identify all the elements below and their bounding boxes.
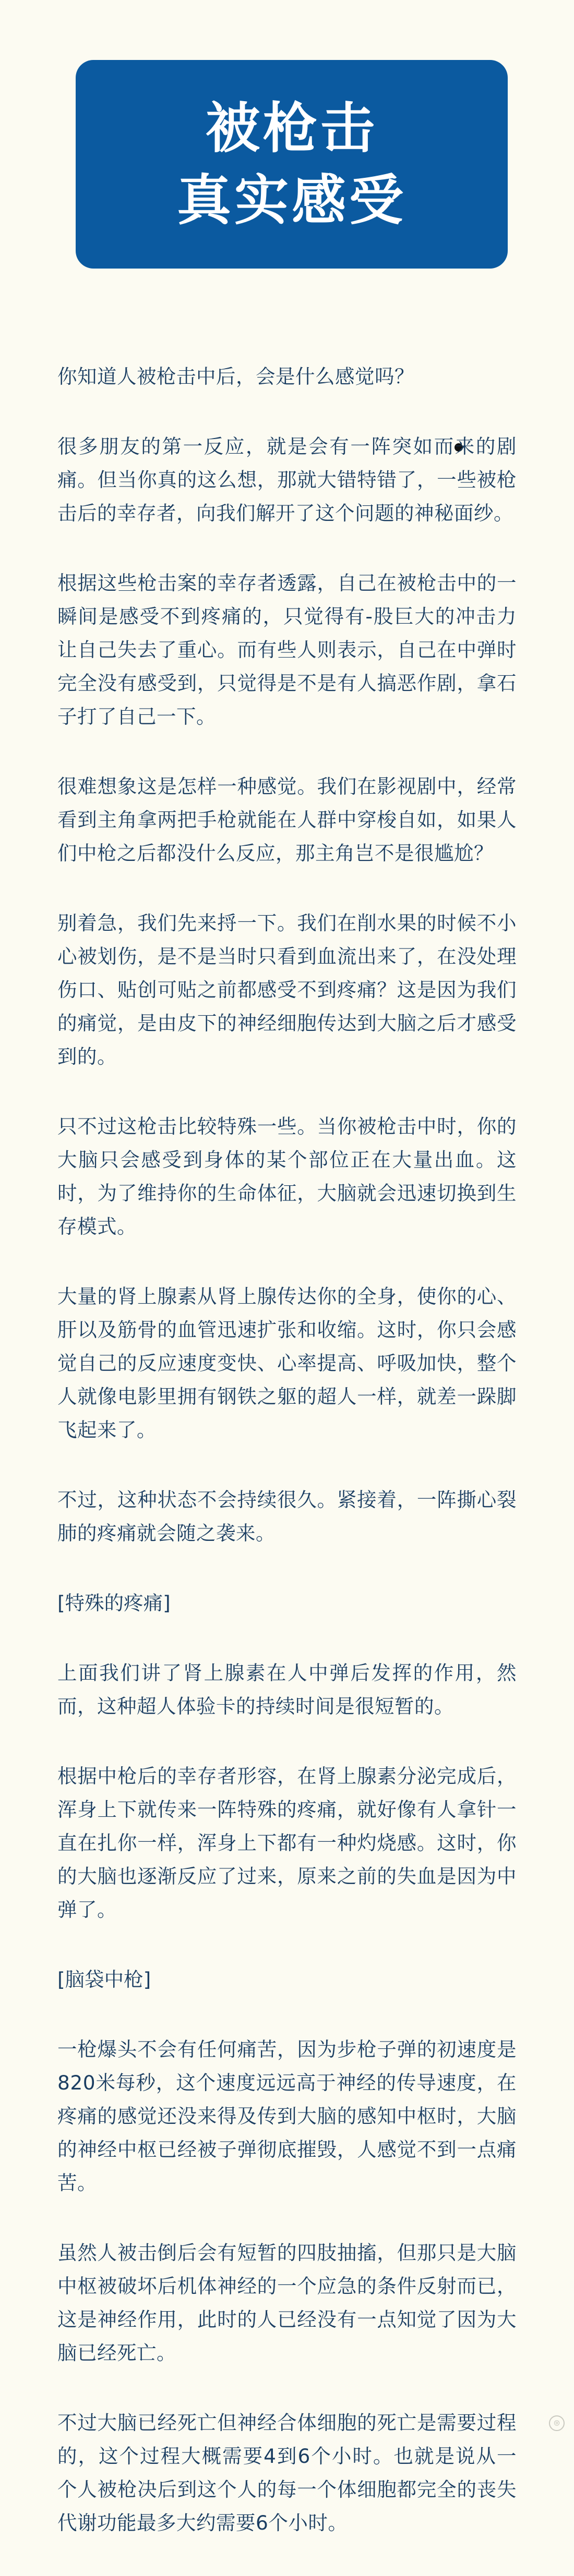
- section-heading-special-pain: [特殊的疼痛]: [57, 1591, 171, 1614]
- paragraph-intro-question: 你知道人被枪击中后，会是什么感觉吗？: [57, 365, 414, 388]
- paragraph-fruit-cut: 别着急，我们先来捋一下。我们在削水果的时候不小心被划伤，是不是当时只看到血流出来了，在没处理伤口、贴创可贴之前都感受不到疼痛？这是因为我们的痛觉，是由皮下的神经细胞传达到大脑之后才感受到的。: [57, 912, 517, 1068]
- paragraph-first-reaction: 很多朋友的第一反应，就是会有一阵突如而来的剧痛。但当你真的这么想，那就大错特错了，一些被枪击后的幸存者，向我们解开了这个问题的神秘面纱。: [57, 435, 517, 525]
- article-body: [57, 360, 517, 2576]
- title-banner: [76, 60, 508, 269]
- title-line-2: 真实感受: [176, 168, 406, 232]
- paragraph-film-hero: 很难想象这是怎样一种感觉。我们在影视剧中，经常看到主角拿两把手枪就能在人群中穿梭自如，如果人们中枪之后都没什么反应，那主角岂不是很尴尬？: [57, 775, 517, 865]
- paragraph-cell-death: 不过大脑已经死亡但神经合体细胞的死亡是需要过程的，这个过程大概需要4到6个小时。也就是说从一个人被枪决后到这个人的每一个体细胞都完全的丧失代谢功能最多大约需要6个小时。: [57, 2411, 517, 2534]
- paragraph-head-shot-speed: 一枪爆头不会有任何痛苦，因为步枪子弹的初速度是820米每秒，这个速度远远高于神经的传导速度，在疼痛的感觉还没来得及传到大脑的感知中枢时，大脑的神经中枢已经被子弹彻底摧毁，人感觉不到一点痛苦。: [57, 2038, 517, 2194]
- paragraph-burning-pain: 根据中枪后的幸存者形容，在肾上腺素分泌完成后，浑身上下就传来一阵特殊的疼痛，就好像有人拿针一直在扎你一样，浑身上下都有一种灼烧感。这时，你的大脑也逐渐反应了过来，原来之前的失血是因为中弹了。: [57, 1765, 517, 1921]
- section-heading-head-shot: [脑袋中枪]: [57, 1968, 151, 1991]
- watermark-icon: ◎: [549, 2415, 565, 2431]
- paragraph-pain-arrives: 不过，这种状态不会持续很久。紧接着，一阵撕心裂肺的疼痛就会随之袭来。: [57, 1488, 517, 1545]
- title-line-1: 被枪击: [205, 96, 378, 160]
- paragraph-survivors: 根据这些枪击案的幸存者透露，自己在被枪击中的一瞬间是感受不到疼痛的，只觉得有-股巨大的冲击力让自己失去了重心。而有些人则表示，自己在中弹时完全没有感受到，只觉得是不是有人搞恶作剧，拿石子打了自己一下。: [57, 572, 517, 728]
- paragraph-survival-mode: 只不过这枪击比较特殊一些。当你被枪击中时，你的大脑只会感受到身体的某个部位正在大量出血。这时，为了维持你的生命体征，大脑就会迅速切换到生存模式。: [57, 1115, 517, 1238]
- paragraph-reflex: 虽然人被击倒后会有短暂的四肢抽搐，但那只是大脑中枢被破坏后机体神经的一个应急的条件反射而已，这是神经作用，此时的人已经没有一点知觉了因为大脑已经死亡。: [57, 2241, 517, 2364]
- paragraph-short-duration: 上面我们讲了肾上腺素在人中弹后发挥的作用，然而，这种超人体验卡的持续时间是很短暂的。: [57, 1661, 517, 1718]
- paragraph-adrenaline: 大量的肾上腺素从肾上腺传达你的全身，使你的心、肝以及筋骨的血管迅速扩张和收缩。这时，你只会感觉自己的反应速度变快、心率提高、呼吸加快，整个人就像电影里拥有钢铁之躯的超人一样，就差一跺脚飞起来了。: [57, 1285, 517, 1441]
